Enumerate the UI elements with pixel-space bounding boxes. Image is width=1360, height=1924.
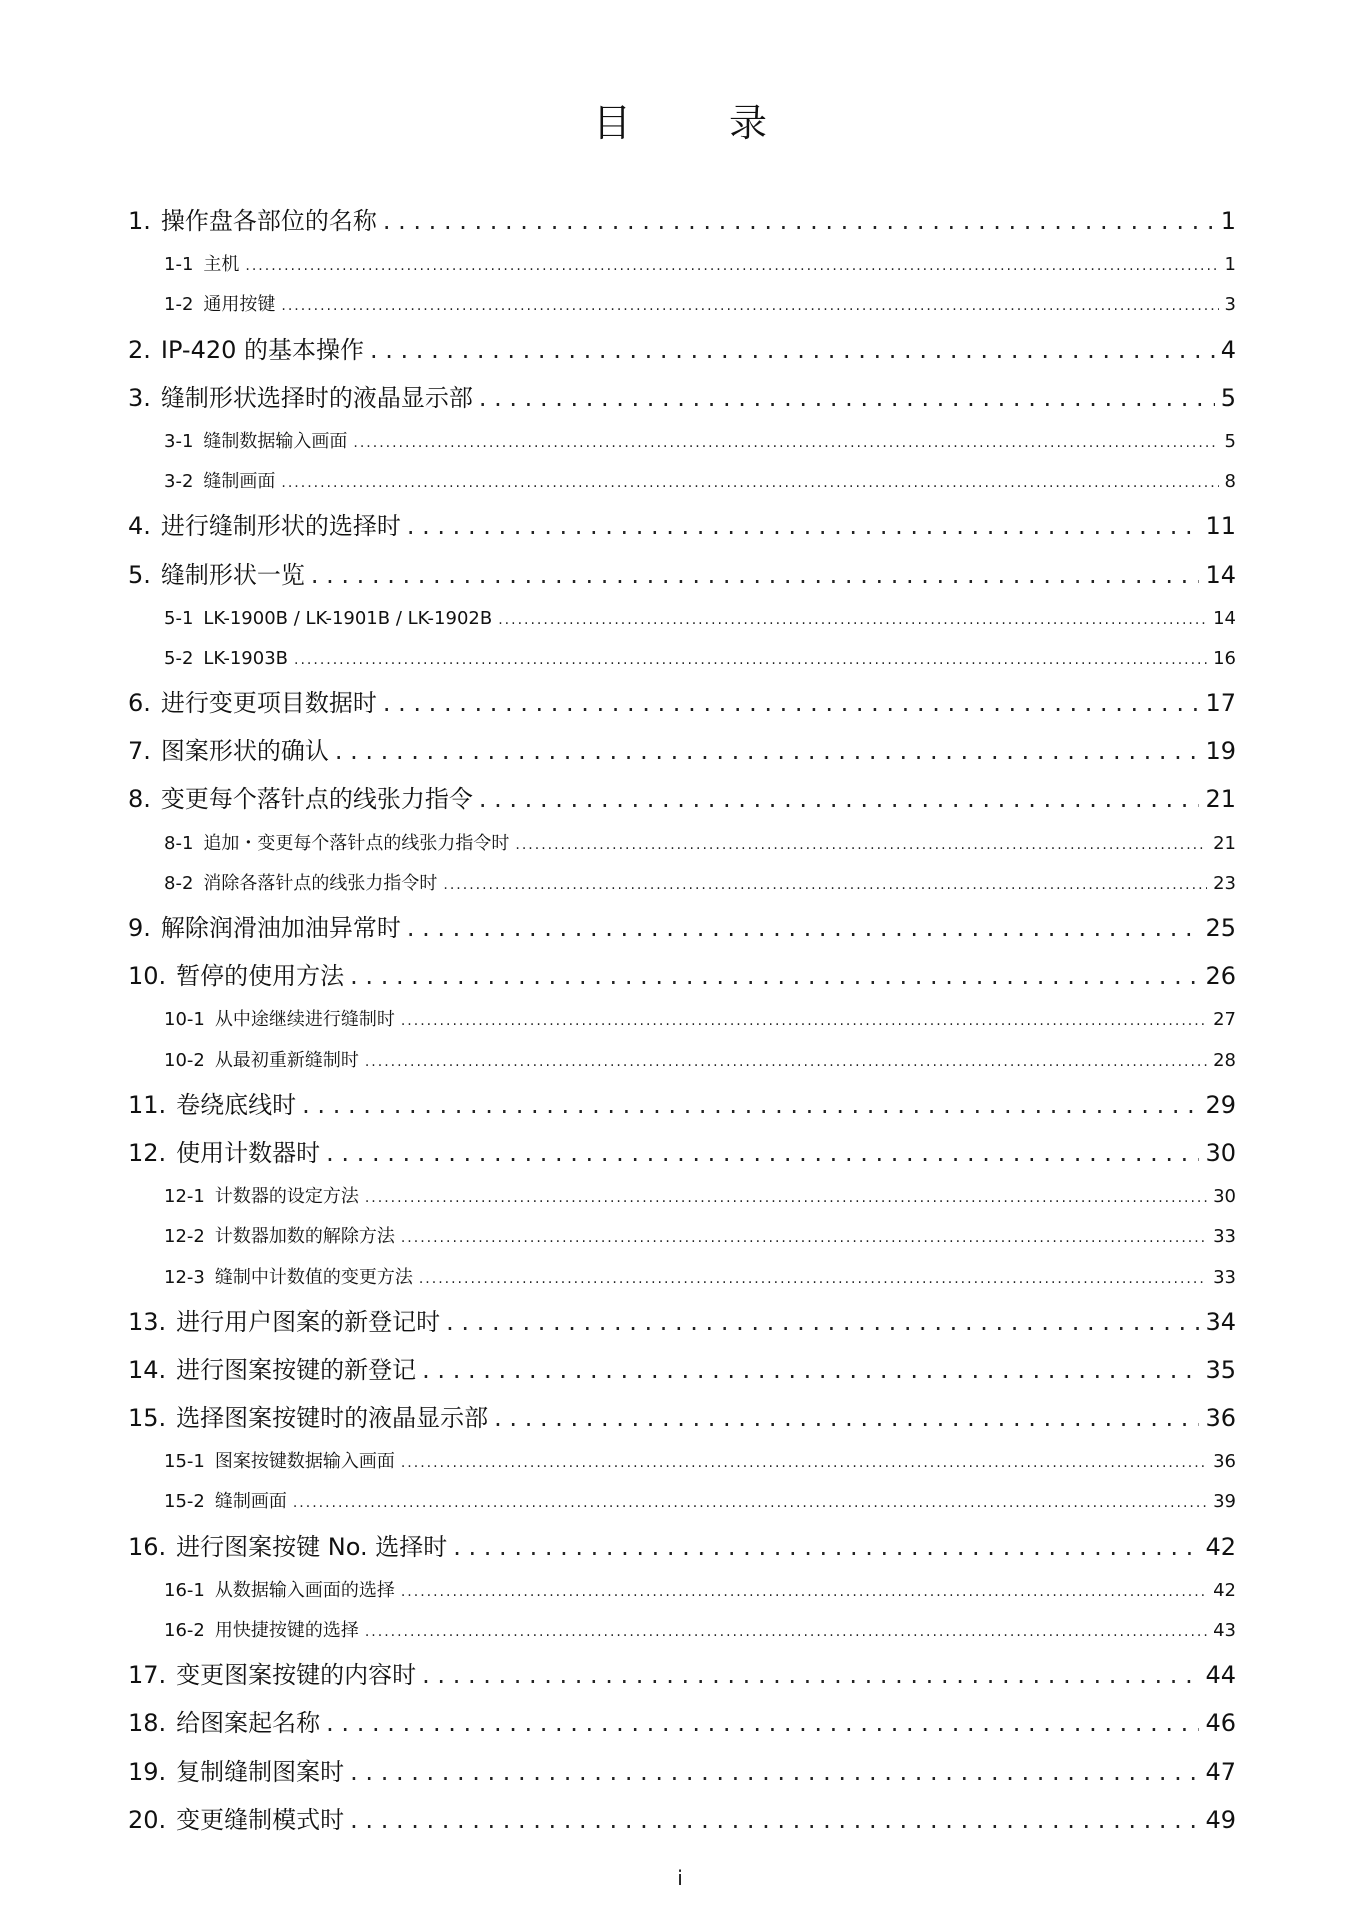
toc-entry-page: 44 [1205, 1661, 1236, 1690]
toc-entry-number: 6. [128, 689, 151, 718]
toc-entry-number: 15-1 [164, 1451, 205, 1473]
toc-entry-number: 19. [128, 1757, 167, 1786]
toc-entry-title: 从中途继续进行缝制时 [214, 1009, 395, 1031]
toc-entry-page: 16 [1213, 647, 1236, 669]
dot-leader [281, 286, 1218, 326]
toc-subentry[interactable] [128, 1482, 1236, 1522]
toc-entry-number: 8. [128, 785, 151, 814]
dot-leader [479, 775, 1200, 823]
toc-entry-page: 8 [1224, 471, 1236, 493]
toc-entry-title: 进行用户图案的新登记时 [176, 1307, 441, 1336]
toc-entry-title: 复制缝制图案时 [176, 1757, 345, 1786]
toc-entry-title: 进行变更项目数据时 [160, 689, 377, 718]
toc-entry-number: 1. [128, 207, 151, 235]
toc-subentry[interactable] [128, 285, 1236, 325]
dot-leader [350, 1796, 1199, 1844]
toc-entry-page: 30 [1205, 1138, 1236, 1167]
toc-entry[interactable] [128, 1394, 1236, 1442]
toc-entry-page: 27 [1213, 1009, 1236, 1031]
dot-leader [419, 1259, 1207, 1299]
toc-entry-title: 计数器的设定方法 [214, 1186, 359, 1208]
toc-entry-page: 14 [1205, 560, 1236, 589]
dot-leader [422, 1651, 1199, 1699]
page-number: i [677, 1866, 683, 1890]
toc-entry[interactable] [128, 727, 1236, 775]
dot-leader [365, 1612, 1207, 1652]
toc-entry-page: 34 [1205, 1307, 1236, 1336]
toc-entry-page: 23 [1213, 872, 1236, 894]
table-of-contents [128, 197, 1236, 1844]
dot-leader [407, 502, 1200, 550]
dot-leader [383, 197, 1215, 245]
toc-entry-page: 1 [1224, 254, 1236, 276]
dot-leader [350, 952, 1199, 1000]
dot-leader [370, 326, 1215, 374]
toc-entry-page: 26 [1205, 962, 1236, 991]
toc-entry-page: 33 [1213, 1266, 1236, 1288]
toc-entry-title: 变更缝制模式时 [176, 1805, 345, 1834]
dot-leader [293, 1483, 1207, 1523]
toc-entry-number: 10. [128, 962, 167, 991]
toc-entry-title: 计数器加数的解除方法 [214, 1226, 395, 1248]
toc-entry[interactable] [128, 1651, 1236, 1699]
toc-entry-number: 1-1 [164, 254, 194, 276]
dot-leader [365, 1178, 1207, 1218]
dot-leader [294, 640, 1207, 680]
toc-entry-page: 25 [1205, 914, 1236, 942]
toc-entry-title: IP-420 的基本操作 [160, 335, 365, 364]
toc-entry-number: 14. [128, 1355, 167, 1384]
toc-subentry[interactable] [128, 1611, 1236, 1651]
toc-subentry[interactable] [128, 1217, 1236, 1257]
toc-entry[interactable] [128, 1081, 1236, 1129]
toc-entry-title: 追加・变更每个落针点的线张力指令时 [203, 832, 510, 854]
toc-subentry[interactable] [128, 462, 1236, 502]
toc-entry-title: 选择图案按键时的液晶显示部 [176, 1404, 489, 1433]
dot-leader [326, 1129, 1199, 1177]
toc-entry-number: 4. [128, 512, 151, 541]
toc-entry-number: 9. [128, 914, 151, 942]
dot-leader [498, 600, 1207, 640]
toc-entry-number: 12-1 [164, 1186, 205, 1208]
toc-entry[interactable] [128, 679, 1236, 727]
toc-entry-number: 8-1 [164, 832, 194, 854]
toc-entry-number: 16. [128, 1532, 167, 1561]
toc-entry-title: 图案形状的确认 [160, 737, 329, 766]
toc-entry-number: 11. [128, 1090, 167, 1119]
dot-leader [407, 904, 1200, 952]
toc-entry-title: 暂停的使用方法 [176, 962, 345, 991]
toc-entry-title: 缝制画面 [214, 1491, 287, 1513]
toc-entry-page: 21 [1213, 832, 1236, 854]
toc-entry[interactable] [128, 904, 1236, 952]
toc-entry-number: 7. [128, 737, 151, 766]
dot-leader [401, 1572, 1207, 1612]
toc-subentry[interactable] [128, 639, 1236, 679]
toc-entry-page: 14 [1213, 607, 1236, 629]
toc-entry-title: LK-1903B [203, 647, 289, 669]
toc-entry[interactable] [128, 1129, 1236, 1177]
toc-entry-title: 从最初重新缝制时 [214, 1049, 359, 1071]
toc-entry[interactable] [128, 551, 1236, 599]
dot-leader [311, 551, 1200, 599]
dot-leader [245, 246, 1218, 286]
toc-entry-number: 5. [128, 560, 151, 589]
toc-entry-number: 1-2 [164, 294, 194, 316]
toc-entry-number: 15. [128, 1404, 167, 1433]
toc-entry-page: 46 [1205, 1709, 1236, 1738]
toc-entry-number: 17. [128, 1661, 167, 1690]
toc-subentry[interactable] [128, 245, 1236, 285]
dot-leader [453, 1523, 1199, 1571]
toc-entry-title: 缝制画面 [203, 471, 276, 493]
toc-entry-title: 主机 [203, 254, 240, 276]
toc-entry[interactable] [128, 1699, 1236, 1747]
toc-entry[interactable] [128, 374, 1236, 422]
dot-leader [302, 1081, 1199, 1129]
toc-subentry[interactable] [128, 1571, 1236, 1611]
toc-entry-number: 15-2 [164, 1491, 205, 1513]
toc-entry-number: 8-2 [164, 872, 194, 894]
dot-leader [401, 1443, 1207, 1483]
toc-entry[interactable] [128, 1796, 1236, 1844]
toc-entry-title: LK-1900B / LK-1901B / LK-1902B [203, 607, 493, 629]
toc-entry[interactable] [128, 326, 1236, 374]
toc-entry[interactable] [128, 1748, 1236, 1796]
toc-entry-title: 操作盘各部位的名称 [160, 207, 377, 235]
toc-entry-number: 20. [128, 1805, 167, 1834]
toc-subentry[interactable] [128, 1442, 1236, 1482]
toc-subentry[interactable] [128, 1041, 1236, 1081]
dot-leader [479, 374, 1215, 422]
dot-leader [383, 679, 1200, 727]
dot-leader [335, 727, 1200, 775]
toc-entry-page: 21 [1205, 785, 1236, 814]
toc-entry-page: 5 [1220, 383, 1236, 412]
toc-entry-number: 13. [128, 1307, 167, 1336]
dot-leader [401, 1218, 1207, 1258]
toc-entry[interactable] [128, 1523, 1236, 1571]
toc-entry-page: 30 [1213, 1186, 1236, 1208]
toc-entry-number: 10-2 [164, 1049, 205, 1071]
toc-entry[interactable] [128, 1298, 1236, 1346]
toc-entry-number: 2. [128, 335, 151, 364]
toc-entry-page: 43 [1213, 1620, 1236, 1641]
toc-entry[interactable] [128, 775, 1236, 823]
toc-subentry[interactable] [128, 864, 1236, 904]
toc-entry-number: 16-1 [164, 1579, 205, 1601]
toc-entry-title: 给图案起名称 [176, 1709, 321, 1738]
toc-entry-title: 进行缝制形状的选择时 [160, 512, 401, 541]
toc-entry-page: 36 [1205, 1404, 1236, 1433]
toc-entry-title: 用快捷按键的选择 [214, 1620, 359, 1641]
toc-entry-title: 变更图案按键的内容时 [176, 1661, 417, 1690]
toc-entry-page: 1 [1220, 207, 1236, 235]
page-title: 目 录 [592, 101, 797, 145]
toc-entry-page: 19 [1205, 737, 1236, 766]
toc-entry-number: 10-1 [164, 1009, 205, 1031]
toc-entry-title: 进行图案按键 No. 选择时 [176, 1532, 448, 1561]
dot-leader [350, 1748, 1199, 1796]
toc-entry-page: 36 [1213, 1451, 1236, 1473]
toc-entry-number: 12. [128, 1138, 167, 1167]
toc-subentry[interactable] [128, 422, 1236, 462]
toc-entry-page: 11 [1205, 512, 1236, 541]
toc-entry-title: 缝制形状选择时的液晶显示部 [160, 383, 473, 412]
toc-entry-title: 解除润滑油加油异常时 [160, 914, 401, 942]
toc-entry-number: 3. [128, 383, 151, 412]
toc-entry-number: 12-2 [164, 1226, 205, 1248]
toc-entry[interactable] [128, 1346, 1236, 1394]
toc-subentry[interactable] [128, 599, 1236, 639]
toc-entry-page: 17 [1205, 689, 1236, 718]
dot-leader [326, 1699, 1199, 1747]
toc-subentry[interactable] [128, 824, 1236, 864]
toc-entry-page: 49 [1205, 1805, 1236, 1834]
dot-leader [281, 463, 1218, 503]
toc-entry-number: 3-2 [164, 471, 194, 493]
toc-entry-page: 35 [1205, 1355, 1236, 1384]
toc-entry-page: 5 [1224, 430, 1236, 452]
toc-entry-page: 42 [1205, 1532, 1236, 1561]
dot-leader [515, 825, 1207, 865]
toc-entry-page: 3 [1224, 294, 1236, 316]
toc-entry[interactable] [128, 502, 1236, 550]
toc-entry[interactable] [128, 952, 1236, 1000]
toc-entry[interactable] [128, 197, 1236, 245]
toc-subentry[interactable] [128, 1177, 1236, 1217]
toc-entry-number: 5-1 [164, 607, 194, 629]
toc-entry-title: 卷绕底线时 [176, 1090, 297, 1119]
toc-entry-page: 39 [1213, 1491, 1236, 1513]
toc-entry-page: 4 [1220, 335, 1236, 364]
dot-leader [443, 865, 1207, 905]
toc-entry-number: 18. [128, 1709, 167, 1738]
toc-entry-title: 变更每个落针点的线张力指令 [160, 785, 473, 814]
toc-entry-title: 缝制中计数值的变更方法 [214, 1266, 413, 1288]
toc-entry-number: 3-1 [164, 430, 194, 452]
toc-entry-title: 图案按键数据输入画面 [214, 1451, 395, 1473]
toc-entry-page: 33 [1213, 1226, 1236, 1248]
toc-entry-title: 通用按键 [203, 294, 276, 316]
dot-leader [401, 1001, 1207, 1041]
toc-entry-title: 进行图案按键的新登记 [176, 1355, 417, 1384]
toc-entry-title: 使用计数器时 [176, 1138, 321, 1167]
dot-leader [494, 1394, 1199, 1442]
toc-subentry[interactable] [128, 1258, 1236, 1298]
toc-entry-page: 28 [1213, 1049, 1236, 1071]
toc-entry-page: 42 [1213, 1579, 1236, 1601]
toc-entry-number: 16-2 [164, 1620, 205, 1641]
toc-entry-title: 缝制数据输入画面 [203, 430, 348, 452]
toc-entry-page: 47 [1205, 1757, 1236, 1786]
toc-entry-title: 消除各落针点的线张力指令时 [203, 872, 438, 894]
toc-entry-number: 5-2 [164, 647, 194, 669]
toc-entry-page: 29 [1205, 1090, 1236, 1119]
dot-leader [422, 1346, 1199, 1394]
dot-leader [446, 1298, 1199, 1346]
dot-leader [365, 1042, 1207, 1082]
toc-subentry[interactable] [128, 1000, 1236, 1040]
toc-entry-number: 12-3 [164, 1266, 205, 1288]
toc-entry-title: 从数据输入画面的选择 [214, 1579, 395, 1601]
toc-entry-title: 缝制形状一览 [160, 560, 305, 589]
dot-leader [353, 423, 1218, 463]
